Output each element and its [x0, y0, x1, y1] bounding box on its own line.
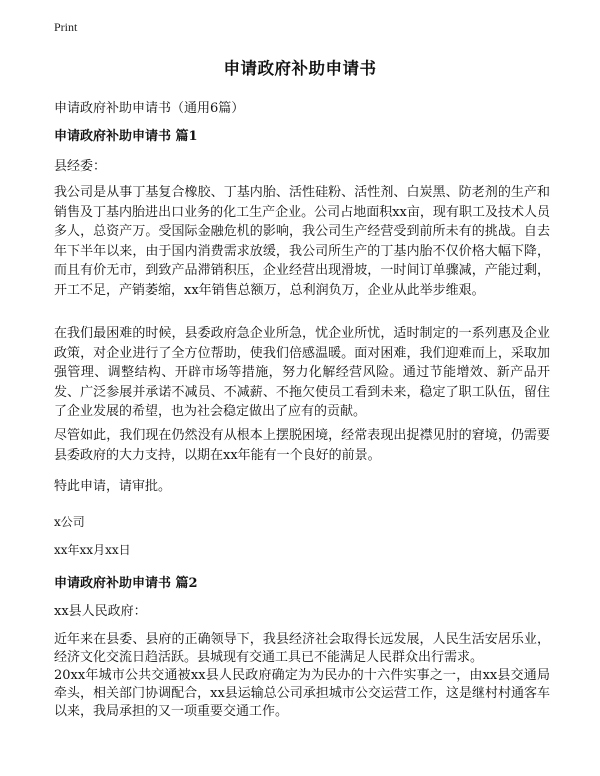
- section-heading-2: 申请政府补助申请书 篇2: [54, 576, 198, 591]
- salutation-1: 县经委：: [54, 159, 107, 174]
- signature: x公司: [54, 515, 85, 529]
- paragraph-3: 尽管如此，我们现在仍然没有从根本上摆脱困境，经常表现出捉襟见肘的窘境，仍需要县委政府的大力支持，以期在xx年能有一个良好的前景。: [54, 428, 550, 463]
- section-heading-1: 申请政府补助申请书 篇1: [54, 129, 198, 144]
- paragraph-4: 近年来在县委、县府的正确领导下，我县经济社会取得长远发展，人民生活安居乐业，经济文化交流日趋活跃。县城现有交通工具已不能满足人民群众出行需求。: [54, 632, 550, 665]
- print-link[interactable]: Print: [54, 20, 78, 34]
- paragraph-5: 20xx年城市公共交通被xx县人民政府确定为为民办的十六件实事之一，由xx县交通局牵头，相关部门协调配合，xx县运输总公司承担城市公交运营工作，这是继村村通客车以来，我局承担的又一项重要交通工作。: [54, 668, 550, 719]
- document-subtitle: 申请政府补助申请书（通用6篇）: [54, 101, 245, 116]
- salutation-2: xx县人民政府：: [54, 604, 147, 619]
- closing-line: 特此申请，请审批。: [54, 479, 172, 494]
- date-line: xx年xx月xx日: [54, 543, 131, 557]
- paragraph-1: 我公司是从事丁基复合橡胶、丁基内胎、活性硅粉、活性剂、白炭黑、防老剂的生产和销售及丁基内胎进出口业务的化工生产企业。公司占地面积xx亩，现有职工及技术人员多人，总资产万。受国际金融危机的影响，我公司生产经营受到前所未有的挑战。自去年下半年以来，由于国内消费需求放缓，我公司所生产的丁基内胎不仅价格大幅下降，而且有价无市，到致产品滞销积压，企业经营出现滑坡，一时间订单骤减，产能过剩，开工不足，产销萎缩，xx年销售总额万，总利润负万，企业从此举步维艰。: [54, 185, 550, 298]
- document-title: 申请政府补助申请书: [223, 59, 377, 78]
- paragraph-2: 在我们最困难的时候，县委政府急企业所急，忧企业所忧，适时制定的一系列惠及企业政策，对企业进行了全方位帮助，使我们倍感温暖。面对困难，我们迎难而上，采取加强管理、调整结构、开辟市场等措施，努力化解经营风险。通过节能增效、新产品开发、广泛参展并承诺不减员、不减薪、不拖欠使员工看到未来，稳定了职工队伍，留住了企业发展的希望，也为社会稳定做出了应有的贡献。: [54, 326, 550, 419]
